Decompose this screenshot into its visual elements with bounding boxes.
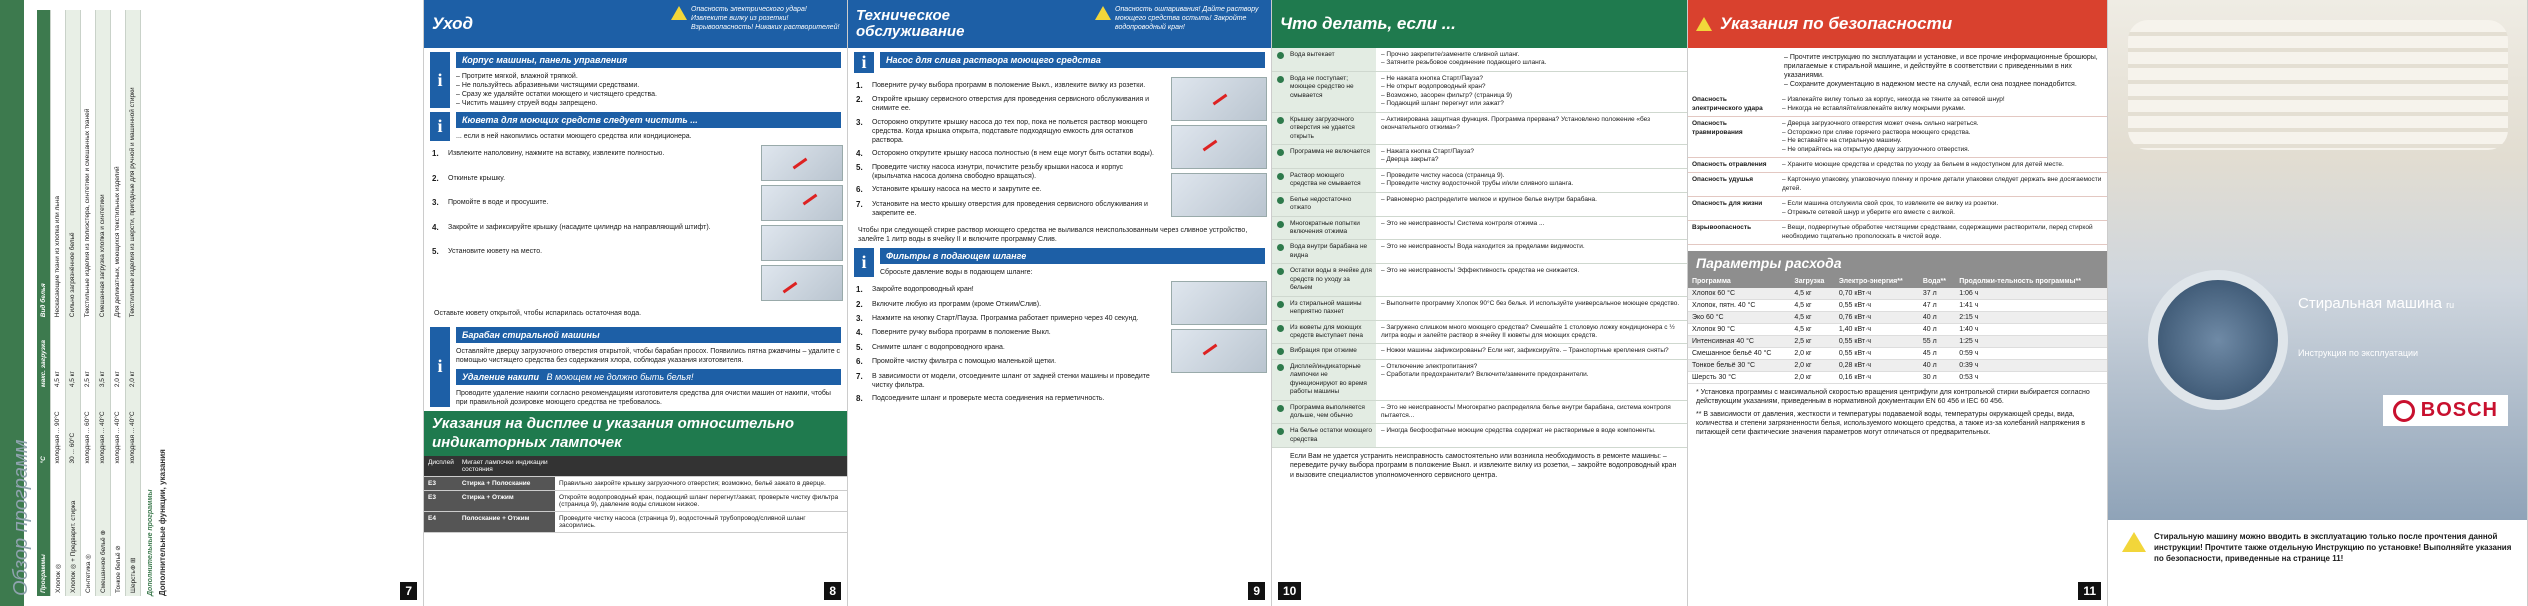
list-item: Остатки воды в ячейке для средств по уходу за бельем – Это не неисправность! Эффективность средства не снижается. bbox=[1272, 264, 1687, 296]
page-title: Что делать, если ... bbox=[1280, 14, 1456, 33]
page-number: 7 bbox=[400, 582, 417, 600]
info-icon: i bbox=[430, 327, 450, 407]
list-item: 3. Промойте в воде и просушите. bbox=[432, 198, 549, 208]
dispenser-image bbox=[761, 225, 843, 261]
table-row: Интенсивная 40 °C 2,5 кг 0,55 кВт·ч 55 л 1:25 ч bbox=[1688, 336, 2107, 348]
page-title: Техническое обслуживание bbox=[856, 7, 965, 40]
list-item: 6. Установите крышку насоса на место и закрутите ее. bbox=[856, 185, 1042, 195]
table-row: Шерсть⊕ ⊞ холодная ... 40°C 2,0 кг Текстильные изделия из шерсти, пригодные для ручной и машинной стирки bbox=[126, 10, 141, 596]
info-block-filters: i Фильтры в подающем шланге Сбросьте давление воды в подающем шланге: bbox=[854, 248, 1265, 277]
dispenser-image bbox=[761, 265, 843, 301]
col-functions: Дополнительные функции, указания bbox=[158, 449, 167, 596]
table-row: Шерсть 30 °C 2,0 кг 0,16 кВт·ч 30 л 0:53 ч bbox=[1688, 372, 2107, 384]
page-title: Указания по безопасности bbox=[1720, 14, 1953, 33]
list-item: Вибрация при отжиме – Ножки машины зафиксированы? Если нет, зафиксируйте. – Транспортные крепления сняты? bbox=[1272, 344, 1687, 359]
dispenser-image bbox=[761, 185, 843, 221]
info-icon: i bbox=[854, 52, 874, 73]
page-title: Обзор программ bbox=[10, 439, 32, 596]
list-item: 2. Включите любую из программ (кроме Отжим/Слив). bbox=[856, 299, 1042, 309]
page-cover bbox=[2108, 0, 2528, 606]
table-row: Хлопок ◎ + Предварит. стирка 30 ... 60°C 4,5 кг Сильно загрязнённое бельё bbox=[66, 10, 81, 596]
page-program-overview bbox=[0, 0, 424, 606]
list-item: Вода вытекает – Прочно закрепите/замените сливной шланг. – Затяните резьбовое соединение подающего шланга. bbox=[1272, 48, 1687, 72]
info-icon: i bbox=[430, 112, 450, 141]
table-row: Тонкое бельё 30 °C 2,0 кг 0,28 кВт·ч 40 л 0:39 ч bbox=[1688, 360, 2107, 372]
params-table: Программа Загрузка Электро-энергия** Вода** Продолжи-тельность программы** Хлопок 60 °C 4,5 кг 0,70 кВт·ч 37 л 1:06 ч Хлопок, пятн. 40 °C 4,5 кг 0,55 кВт·ч 47 л 1:41 ч Эко 60 °C 4,5 кг 0,76 кВт·ч 40 л 2:15 ч Хлопок 90 °C 4,5 кг 1,40 кВт·ч 40 л 1:40 ч Интенсивная 40 °C 2,5 кг 0,55 кВт·ч 55 л 1:25 ч Смешанное бельё 40 °C 2,0 кг 0,55 кВт·ч 45 л 0:59 ч Тонкое бельё 30 °C 2,0 кг 0,28 кВт·ч 40 л 0:39 ч Шерсть 30 °C 2,0 кг 0,16 кВт·ч 30 л 0:53 ч bbox=[1688, 275, 2107, 384]
warning-icon bbox=[1095, 6, 1111, 20]
list-item: Опасность электрического удара – Извлекайте вилку только за корпус, никогда не тяните за сетевой шнур! – Никогда не вставляйте/извлекайте вилку мокрыми руками. bbox=[1688, 93, 2107, 117]
info-icon: i bbox=[854, 248, 874, 277]
list-item: 3. Осторожно открутите крышку насоса до тех пор, пока не польется раствор моющего средства. Когда крышка открыта, подставьте подходящую емкость для остатков раствора. bbox=[856, 117, 1148, 144]
list-item: 6. Промойте чистку фильтра с помощью маленькой щетки. bbox=[856, 357, 1057, 367]
subtitle: Инструкция по эксплуатации bbox=[2298, 348, 2419, 358]
footnote: * Установка программы с максимальной скоростью вращения центрифуги для контрольной стирки выбирается согласно действующим указаниям, приведенным в нормативной документации EN 60 456 и IEC 60 456. bbox=[1696, 389, 2090, 406]
warning-icon bbox=[2122, 532, 2146, 552]
page-number: 10 bbox=[1278, 582, 1301, 600]
params-header: Параметры расхода bbox=[1688, 251, 2107, 275]
table-row: E4 Полоскание + Отжим Проведите чистку насоса (страница 9), водосточный трубопровод/сливной шланг засорились. bbox=[424, 512, 847, 533]
col-temp: °C bbox=[37, 390, 51, 466]
rotated-program-table bbox=[0, 0, 424, 606]
info-block-drum: i Барабан стиральной машины Оставляйте дверцу загрузочного отверстия открытой, чтобы барабан просох. Появились пятна ржавчины – удалите с помощью чистящего средства без содержания хлора, соблюдая указания изготовителя. Удаление накипи В моющем не должно быть белья! Проводите удаление накипи согласно рекомендациям изготовителя средства для очистки машин от накипи, чтобы при правильной дозировке моющего средства не требовалось. bbox=[430, 327, 841, 407]
list-item: 2. Откройте крышку сервисного отверстия для проведения сервисного обслуживания и снимите ее. bbox=[856, 95, 1149, 113]
list-item: Взрывоопасность – Вещи, подвергнутые обработке чистящими средствами, содержащими растворители, перед стиркой необходимо тщательно прополоскать в чистой воде. bbox=[1688, 221, 2107, 245]
table-row: Тонкое бельё ⊘ холодная ... 40°C 2,0 кг Для деликатных, моющихся текстильных изделий bbox=[111, 10, 126, 596]
table-row: Хлопок ◎ холодная ... 90°C 4,5 кг Нескасающие ткани из хлопка или льна bbox=[51, 10, 66, 596]
pump-image bbox=[1171, 77, 1267, 121]
list-item: 1. Поверните ручку выбора программ в положение Выкл., извлеките вилку из розетки. bbox=[856, 81, 1146, 90]
list-item: Многократные попытки включения отжима – Это не неисправность! Система контроля отжима ... bbox=[1272, 217, 1687, 241]
list-item: 1. Извлеките наполовину, нажмите на вставку, извлеките полностью. bbox=[432, 149, 665, 159]
page-number: 8 bbox=[824, 582, 841, 600]
list-item: Вода не поступает; моющее средство не смывается – Не нажата кнопка Старт/Пауза? – Не открыт водопроводный кран? – Возможно, засорен фильтр? (страница 9) – Подающий шланг перегнут или зажат? bbox=[1272, 72, 1687, 113]
faq-list bbox=[1272, 48, 1687, 448]
list-item: 1. Закройте водопроводный кран! bbox=[856, 285, 974, 295]
hose-image bbox=[1171, 281, 1267, 325]
list-item: Белье недостаточно отжато – Равномерно распределите мелкое и крупное белье внутри барабана. bbox=[1272, 193, 1687, 217]
page-header bbox=[848, 0, 1271, 48]
page-title: Уход bbox=[432, 14, 474, 33]
list-item: 3. Нажмите на кнопку Старт/Пауза. Программа работает примерно через 40 секунд. bbox=[856, 314, 1139, 324]
info-icon: i bbox=[430, 52, 450, 108]
page-header bbox=[424, 0, 847, 48]
list-item: Опасность травмирования – Дверца загрузочного отверстия может очень сильно нагреться. – Осторожно при сливе горячего раствора моющего средства. – Не вставайте на стиральную машину. – Не опирайтесь на открытую дверцу загрузочного отверстия. bbox=[1688, 117, 2107, 158]
page-maintenance bbox=[848, 0, 1272, 606]
list-item: Вода внутри барабана не видна – Это не неисправность! Вода находится за пределами видимости. bbox=[1272, 240, 1687, 264]
info-block-body: i Корпус машины, панель управления – Протрите мягкой, влажной тряпкой. – Не пользуйтесь абразивными чистящими средствами. – Сразу же удаляйте остатки моющего и чистящего средства. – Чистить машину струей воды запрещено. bbox=[430, 52, 841, 108]
list-item: Программа не включается – Нажата кнопка Старт/Пауза? – Дверца закрыта? bbox=[1272, 145, 1687, 169]
list-item: Опасность для жизни – Если машина отслужила свой срок, то извлеките ее вилку из розетки. – Отрежьте сетевой шнур и уберите его вместе с вилкой. bbox=[1688, 197, 2107, 221]
page-header bbox=[1272, 0, 1687, 48]
machine-door-image bbox=[2148, 270, 2288, 410]
list-item: Из кюветы для моющих средств выступает пена – Загружено слишком много моющего средства? Смешайте 1 столовую ложку кондиционера с ½ литра воды и залейте раствор в ячейку II кюветы для моющих средств. bbox=[1272, 321, 1687, 345]
page-safety bbox=[1688, 0, 2108, 606]
page-number: 11 bbox=[2078, 582, 2101, 600]
list-item: 8. Подсоедините шланг и проверьте места соединения на герметичность. bbox=[856, 393, 1105, 403]
footer-note: Если Вам не удается устранить неисправность самостоятельно или возникла необходимость в ремонте машины: – переведите ручку выбора программ в положение Выкл. и извлеките вилку из розетки, – закройте водопроводный кран и вызовите специалистов уполномоченного сервисного центра. bbox=[1290, 453, 1677, 479]
table-row: Хлопок 60 °C 4,5 кг 0,70 кВт·ч 37 л 1:06 ч bbox=[1688, 288, 2107, 300]
product-title: Стиральная машина ru bbox=[2298, 295, 2455, 312]
dispenser-image bbox=[761, 145, 843, 181]
table-row: E3 Стирка + Отжим Откройте водопроводный кран, подающий шланг перегнут/зажат, проверьте чистку фильтра (страница 9), давление воды слишком низкое. bbox=[424, 491, 847, 512]
list-item: Опасность отравления – Храните моющие средства и средства по уходу за бельем в недоступном для детей месте. bbox=[1688, 158, 2107, 173]
safety-list bbox=[1688, 93, 2107, 245]
info-block-pump: i Насос для слива раствора моющего средства bbox=[854, 52, 1265, 73]
intro: – Прочтите инструкцию по эксплуатации и установке, и все прочие информационные брошюры, прилагаемые к стиральной машине, и действуйте в соответствии с приведенными в них указаниями. – Сохраните документацию в надежном месте на случай, если она позднее понадобится. bbox=[1784, 54, 2098, 89]
cover-warning: Стиральную машину можно вводить в эксплуатацию только после прочтения данной инструкции! Прочтите также отдельную Инструкцию по установке! Выполняйте указания по безопасности, приведенные на странице 11! bbox=[2108, 520, 2528, 606]
warning-icon bbox=[671, 6, 687, 20]
section-bar: Кювета для моющих средств следует чистить ... bbox=[456, 112, 841, 128]
page-number: 9 bbox=[1248, 582, 1265, 600]
footnote: ** В зависимости от давления, жесткости и температуры подаваемой воды, температуры окружающей среды, вида, количества и степени загрязненности белья, используемого моющего средства, а также из-за колебаний напряжения в питающей сети фактические значения параметров могут отличаться от предварительных. bbox=[1696, 411, 2086, 437]
col-load: макс. загрузка bbox=[37, 320, 51, 390]
list-item: 5. Снимите шланг с водопроводного крана. bbox=[856, 342, 1005, 352]
towels-image bbox=[2128, 20, 2508, 150]
pump-image bbox=[1171, 125, 1267, 169]
page-troubleshooting bbox=[1272, 0, 1688, 606]
list-item: 5. Установите кювету на место. bbox=[432, 247, 543, 257]
cover-photo bbox=[2108, 0, 2528, 520]
table-row: Эко 60 °C 4,5 кг 0,76 кВт·ч 40 л 2:15 ч bbox=[1688, 312, 2107, 324]
list-item: Дисплей/индикаторные лампочки не функционируют во время работы машины – Отключение электропитания? – Сработали предохранители? Включите/замените предохранители. bbox=[1272, 360, 1687, 401]
hose-image bbox=[1171, 329, 1267, 373]
list-item: 7. Установите на место крышку отверстия для проведения сервисного обслуживания и закрепите ее. bbox=[856, 199, 1148, 217]
pump-image bbox=[1171, 173, 1267, 217]
page-header bbox=[1688, 0, 2107, 48]
after-text: Чтобы при следующей стирке раствор моющего средства не выливался неиспользованным через сливное устройство, залейте 1 литр воды в ячейку II и включите программу Слив. bbox=[858, 227, 1248, 244]
info-block-dispenser: i Кювета для моющих средств следует чистить ... ... если в ней накопились остатки моющего средства или кондиционера. bbox=[430, 112, 841, 141]
list-item: 5. Проведите чистку насоса изнутри, почистите резьбу крышки насоса и корпус (крыльчатка насоса должна свободно вращаться). bbox=[856, 163, 1123, 181]
section-bar: Корпус машины, панель управления bbox=[456, 52, 841, 68]
table-row: Смешанное бельё ⊕ холодная ... 40°C 3,5 кг Смешанная загрузка хлопка и синтетики bbox=[96, 10, 111, 596]
table-row: Хлопок 90 °C 4,5 кг 1,40 кВт·ч 40 л 1:40 ч bbox=[1688, 324, 2107, 336]
list-item: На белье остатки моющего средства – Иногда бесфосфатные моющие средства содержат не растворимые в воде компоненты. bbox=[1272, 424, 1687, 448]
indicator-table: Дисплей Мигает лампочки индикации состояния E3 Стирка + Полоскание Правильно закройте крышку загрузочного отверстия; возможно, бельё зажато в дверце. E3 Стирка + Отжим Откройте водопроводный кран, подающий шланг перегнут/зажат, проверьте чистку фильтра (страница 9), давление воды слишком низкое. E4 Полоскание + Отжим Проведите чистку насоса (страница 9), водосточный трубопровод/сливной шланг засорились. bbox=[424, 456, 847, 533]
indicator-header: Указания на дисплее и указания относительно индикаторных лампочек bbox=[424, 411, 847, 457]
program-table bbox=[37, 10, 141, 596]
list-item: Программа выполняется дольше, чем обычно – Это не неисправность! Многократно распределяла белье внутри барабана, система контроля пытается... bbox=[1272, 401, 1687, 425]
warning-box: Опасность ошпаривания! Дайте раствору моющего средства остыть! Закройте водопроводный кран! bbox=[1095, 6, 1265, 32]
list-item: 2. Откиньте крышку. bbox=[432, 173, 506, 183]
list-item: 4. Поверните ручку выбора программ в положение Выкл. bbox=[856, 328, 1051, 338]
table-row: Смешанное бельё 40 °C 2,0 кг 0,55 кВт·ч 45 л 0:59 ч bbox=[1688, 348, 2107, 360]
col-programs: Программы bbox=[37, 467, 51, 596]
list-item: Опасность удушья – Картонную упаковку, упаковочную пленку и прочие детали упаковки следует держать вне досягаемости детей. bbox=[1688, 173, 2107, 197]
list-item: 4. Осторожно открутите крышку насоса полностью (в нем еще могут быть остатки воды). bbox=[856, 148, 1154, 158]
list-item: 4. Закройте и зафиксируйте крышку (насадите цилиндр на направляющий штифт). bbox=[432, 222, 711, 232]
col-type: Вид белья bbox=[37, 10, 51, 320]
table-row: Синтетика ◎ холодная ... 60°C 2,5 кг Текстильные изделия из полиэстера, синтетики и смешанных тканей bbox=[81, 10, 96, 596]
footnote: Дополнительные программы bbox=[147, 489, 154, 596]
warning-box: Опасность электрического удара! Извлеките вилку из розетки! Взрывоопасность! Никаких растворителей! bbox=[671, 6, 841, 32]
table-row: E3 Стирка + Полоскание Правильно закройте крышку загрузочного отверстия; возможно, бельё зажато в дверце. bbox=[424, 477, 847, 491]
warning-icon bbox=[1696, 17, 1712, 31]
bosch-armature-icon bbox=[2393, 400, 2415, 422]
page-care bbox=[424, 0, 848, 606]
after-steps: Оставьте кювету открытой, чтобы испарилась остаточная вода. bbox=[434, 310, 642, 318]
list-item: 7. В зависимости от модели, отсоедините шланг от задней стенки машины и проведите чистку фильтра. bbox=[856, 371, 1150, 389]
list-item: Из стиральной машины неприятно пахнет – Выполните программу Хлопок 90°C без белья. И используйте универсальное моющее средство. bbox=[1272, 297, 1687, 321]
table-row: Хлопок, пятн. 40 °C 4,5 кг 0,55 кВт·ч 47 л 1:41 ч bbox=[1688, 300, 2107, 312]
list-item: Крышку загрузочного отверстия не удается открыть – Активирована защитная функция. Программа прервана? Установлено положение «без окончательного отжима»? bbox=[1272, 113, 1687, 145]
list-item: Раствор моющего средства не смывается – Проведите чистку насоса (страница 9). – Проведите чистку водосточной трубы и/или сливного шланга. bbox=[1272, 169, 1687, 193]
brand-logo: BOSCH bbox=[2383, 395, 2508, 426]
